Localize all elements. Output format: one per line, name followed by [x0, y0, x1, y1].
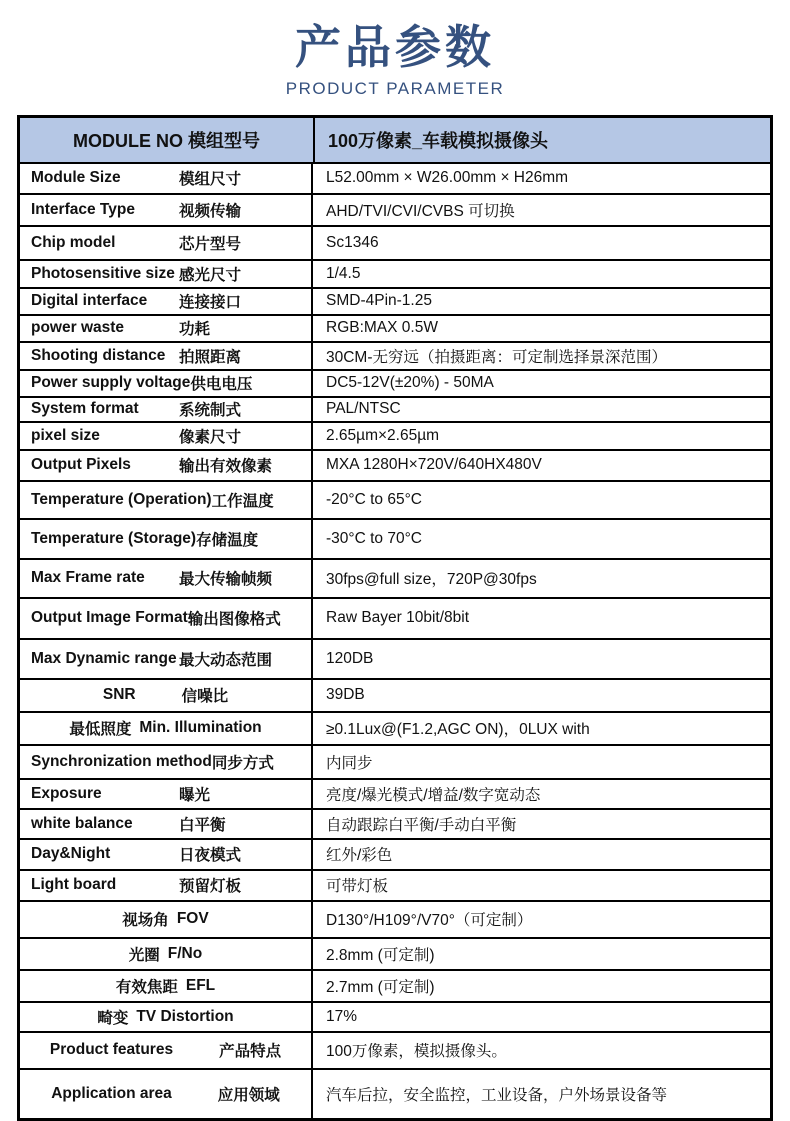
row-label [20, 680, 313, 711]
row-label [20, 1033, 313, 1068]
row-label-part-1: Photosensitive size [31, 264, 175, 282]
row-label-part-2: 供电电压 [190, 376, 253, 394]
row-label-part-1: Max Frame rate [31, 569, 145, 587]
row-label-part-2: 连接接口 [179, 294, 242, 312]
row-label [20, 451, 313, 480]
row-label-part-1: Shooting distance [31, 346, 166, 364]
row-label-part-1: Module Size [31, 169, 121, 187]
table-row [20, 341, 770, 369]
row-label-part-1: white balance [31, 814, 133, 832]
row-value: 39DB [326, 686, 365, 704]
row-label-part-1: pixel size [31, 426, 100, 444]
row-label [20, 1003, 313, 1031]
row-label-part-2: 同步方式 [211, 754, 274, 772]
table-header-module-no: MODULE NO 模组型号 [20, 118, 315, 162]
row-label-part-1: Output Pixels [31, 456, 131, 474]
table-row [20, 369, 770, 396]
row-label-part-1: System format [31, 400, 139, 418]
row-value: RGB:MAX 0.5W [326, 319, 438, 337]
table-header-product-name: 100万像素_车载模拟摄像头 [328, 130, 549, 151]
table-row [20, 287, 770, 314]
table-row [20, 193, 770, 225]
row-label-part-2: 像素尺寸 [179, 428, 242, 446]
row-label-part-1: 畸变 [97, 1009, 129, 1027]
row-label [20, 261, 313, 287]
table-row [20, 449, 770, 480]
table-row [20, 1068, 770, 1118]
row-label-part-1: Temperature (Storage) [31, 529, 197, 547]
row-value: 30CM-无穷远（拍摄距离：可定制选择景深范围） [326, 348, 668, 366]
parameter-table-body [20, 164, 770, 1118]
row-label-part-2: 模组尺寸 [179, 171, 242, 189]
table-row [20, 744, 770, 778]
row-label [20, 423, 313, 449]
row-label-part-1: Synchronization method [31, 752, 212, 770]
row-label [20, 398, 313, 421]
row-label-part-2: 信噪比 [181, 688, 229, 706]
row-label [20, 316, 313, 341]
row-value: 红外/彩色 [326, 847, 393, 865]
row-value: D130°/H109°/V70°（可定制） [326, 912, 533, 930]
row-label-part-2: 感光尺寸 [179, 266, 242, 284]
row-label-part-2: Min. Illumination [139, 719, 262, 737]
row-label [20, 840, 313, 869]
table-row [20, 480, 770, 518]
parameter-table [17, 115, 773, 1121]
row-label-part-2: 芯片型号 [179, 235, 242, 253]
table-header-row [20, 118, 770, 164]
row-label-part-2: 最大传输帧频 [179, 571, 273, 589]
table-row [20, 518, 770, 558]
table-row [20, 558, 770, 597]
table-row [20, 900, 770, 937]
row-value: ≥0.1Lux@(F1.2,AGC ON)，0LUX with [326, 721, 590, 739]
row-value: AHD/TVI/CVI/CVBS 可切换 [326, 202, 515, 220]
row-label [20, 780, 313, 808]
row-label-part-1: 视场角 [122, 912, 169, 930]
row-label-part-1: 有效焦距 [115, 978, 178, 996]
row-label [20, 520, 313, 558]
row-value: 自动跟踪白平衡/手动白平衡 [326, 816, 517, 834]
row-label-part-1: power waste [31, 319, 125, 337]
row-label [20, 371, 313, 396]
row-label-part-2: 曝光 [179, 786, 211, 804]
row-label-part-1: Application area [51, 1084, 172, 1102]
table-row [20, 808, 770, 838]
table-row [20, 778, 770, 808]
row-label-part-2: TV Distortion [136, 1007, 234, 1025]
row-label-part-2: 最大动态范围 [179, 651, 273, 669]
row-value: 内同步 [326, 754, 373, 772]
table-row [20, 396, 770, 421]
table-row [20, 937, 770, 969]
row-value: 汽车后拉，安全监控，工业设备，户外场景设备等 [326, 1086, 668, 1104]
row-value: SMD-4Pin-1.25 [326, 292, 432, 310]
row-label-part-1: Light board [31, 876, 117, 894]
row-label-part-1: Digital interface [31, 292, 148, 310]
row-value: 1/4.5 [326, 264, 361, 282]
row-value: PAL/NTSC [326, 400, 401, 418]
row-value: 2.8mm (可定制) [326, 946, 435, 964]
row-label-part-2: 输出图像格式 [187, 611, 281, 629]
row-label [20, 343, 313, 369]
row-value: 120DB [326, 649, 374, 667]
row-label [20, 971, 313, 1001]
table-row [20, 597, 770, 638]
row-label-part-1: 最低照度 [69, 721, 132, 739]
table-row [20, 259, 770, 287]
row-label-part-2: 输出有效像素 [179, 458, 273, 476]
row-label-part-1: Day&Night [31, 845, 111, 863]
table-row [20, 164, 770, 193]
row-label [20, 746, 313, 778]
row-value: L52.00mm × W26.00mm × H26mm [326, 169, 569, 187]
row-label-part-1: Exposure [31, 784, 102, 802]
row-label-part-2: 存储温度 [196, 531, 259, 549]
row-label [20, 482, 313, 518]
row-label-part-2: 应用领域 [217, 1086, 280, 1104]
row-label-part-2: 日夜模式 [179, 847, 242, 865]
row-label-part-2: 功耗 [179, 321, 211, 339]
row-label-part-1: Power supply voltage [31, 374, 191, 392]
row-label-part-1: Interface Type [31, 200, 135, 218]
table-row [20, 314, 770, 341]
page-subtitle: PRODUCT PARAMETER [285, 78, 505, 98]
row-label-part-2: 工作温度 [211, 492, 274, 510]
page-header [0, 0, 790, 99]
row-label-part-1: Product features [49, 1041, 174, 1059]
row-value: DC5-12V(±20%) - 50MA [326, 374, 494, 392]
row-value: Raw Bayer 10bit/8bit [326, 609, 470, 627]
table-row [20, 225, 770, 259]
row-label-part-2: F/No [167, 944, 203, 962]
row-label [20, 871, 313, 900]
row-label [20, 939, 313, 969]
table-row [20, 638, 770, 678]
table-row [20, 1031, 770, 1068]
row-value: -30°C to 70°C [326, 529, 422, 547]
row-label-part-1: Output Image Format [31, 609, 188, 627]
row-value: Sc1346 [326, 233, 379, 251]
row-value: 30fps@full size，720P@30fps [326, 571, 537, 589]
table-row [20, 838, 770, 869]
row-label [20, 1070, 313, 1118]
row-label [20, 810, 313, 838]
row-label [20, 560, 313, 597]
row-label [20, 902, 313, 937]
row-label [20, 599, 313, 638]
row-label [20, 640, 313, 678]
page-title: 产品参数 [295, 21, 495, 73]
row-label-part-1: Temperature (Operation) [31, 490, 212, 508]
row-label-part-2: 拍照距离 [179, 348, 242, 366]
table-row [20, 1001, 770, 1031]
row-label [20, 289, 313, 314]
row-value: 2.7mm (可定制) [326, 978, 435, 996]
row-value: 亮度/爆光模式/增益/数字宽动态 [326, 786, 541, 804]
table-row [20, 969, 770, 1001]
row-label-part-1: Max Dynamic range [31, 649, 177, 667]
row-label-part-2: 白平衡 [179, 816, 226, 834]
row-label-part-1: Chip model [31, 233, 116, 251]
row-label-part-2: FOV [176, 910, 209, 928]
row-label-part-2: 视频传输 [179, 202, 242, 220]
row-label [20, 227, 313, 259]
row-label [20, 195, 313, 225]
table-row [20, 678, 770, 711]
row-label-part-1: SNR [102, 686, 136, 704]
row-value: 17% [326, 1007, 358, 1025]
row-value: MXA 1280H×720V/640HX480V [326, 456, 542, 474]
row-label-part-2: 产品特点 [219, 1043, 282, 1061]
row-label-part-1: 光圈 [128, 946, 160, 964]
row-label-part-2: 系统制式 [179, 402, 242, 420]
row-label-part-2: EFL [185, 976, 216, 994]
row-value: 100万像素，模拟摄像头。 [326, 1043, 507, 1061]
row-value: 可带灯板 [326, 878, 389, 896]
row-label [20, 164, 313, 193]
table-row [20, 869, 770, 900]
row-value: -20°C to 65°C [326, 490, 422, 508]
table-row [20, 421, 770, 449]
table-row [20, 711, 770, 744]
row-value: 2.65µm×2.65µm [326, 426, 440, 444]
row-label-part-2: 预留灯板 [179, 878, 242, 896]
row-label [20, 713, 313, 744]
